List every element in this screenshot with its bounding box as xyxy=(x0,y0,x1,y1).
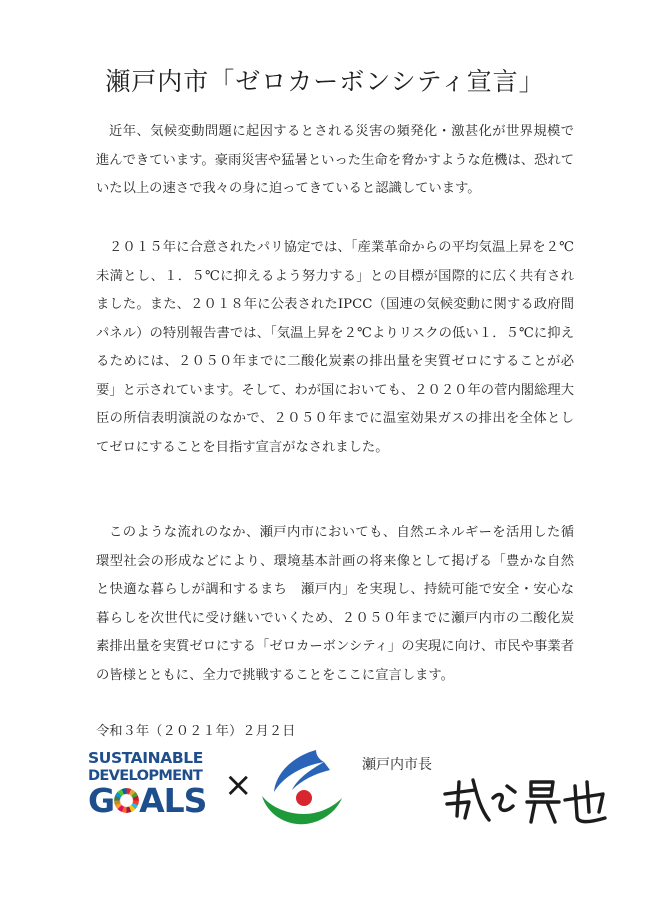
handwritten-signature xyxy=(435,772,615,832)
sdgs-wheel-icon xyxy=(114,788,139,813)
sdgs-line-2: DEVELOPMENT xyxy=(88,766,203,784)
city-emblem-icon xyxy=(258,746,350,828)
paragraph-3: このような流れのなか、瀬戸内市においても、自然エネルギーを活用した循環型社会の形成などにより、環境基本計画の将来像として掲げる「豊かな自然と快適な暮らしが調和するまち 瀬戸内」を実現し、持続可能で安全・安心な暮らしを次世代に受け継いでいくため、２０５０年までに瀬戸内市の二酸化炭素排出量を実質ゼロにする「ゼロカーボンシティ」の実現に向け、市民や事業者の皆様とともに、全力で挑戦することをここに宣言します。 xyxy=(96,525,574,683)
declaration-date: 令和３年（２０２１年）２月２日 xyxy=(96,724,296,739)
paragraph-1: 近年、気候変動問題に起因するとされる災害の頻発化・激甚化が世界規模で進んできています。豪雨災害や猛暑といった生命を脅かすような危機は、恐れていた以上の速さで我々の身に迫ってきていると認識しています。 xyxy=(96,124,574,196)
sdgs-line-3 xyxy=(88,781,212,821)
sdgs-g-letter: G xyxy=(88,781,115,821)
sdgs-line-1: SUSTAINABLE xyxy=(88,749,203,767)
sdgs-logo xyxy=(88,749,212,821)
sdgs-als-letters: ALS xyxy=(139,781,207,821)
times-symbol: × xyxy=(224,765,253,805)
page-title: 瀬戸内市「ゼロカーボンシティ宣言」 xyxy=(105,67,545,96)
mayor-title: 瀬戸内市長 xyxy=(362,757,432,773)
paragraph-2: ２０１５年に合意されたパリ協定では、「産業革命からの平均気温上昇を２℃未満とし、１．５℃に抑えるよう努力する」との目標が国際的に広く共有されました。また、２０１８年に公表されたIPCC（国連の気候変動に関する政府間パネル）の特別報告書では、「気温上昇を２℃よりリスクの低い１．５℃に抑えるためには、２０５０年までに二酸化炭素の排出量を実質ゼロにすることが必要」と示されています。そして、わが国においても、２０２０年の菅内閣総理大臣の所信表明演説のなかで、２０５０年までに温室効果ガスの排出を全体としてゼロにすることを目指す宣言がなされました。 xyxy=(96,240,574,455)
